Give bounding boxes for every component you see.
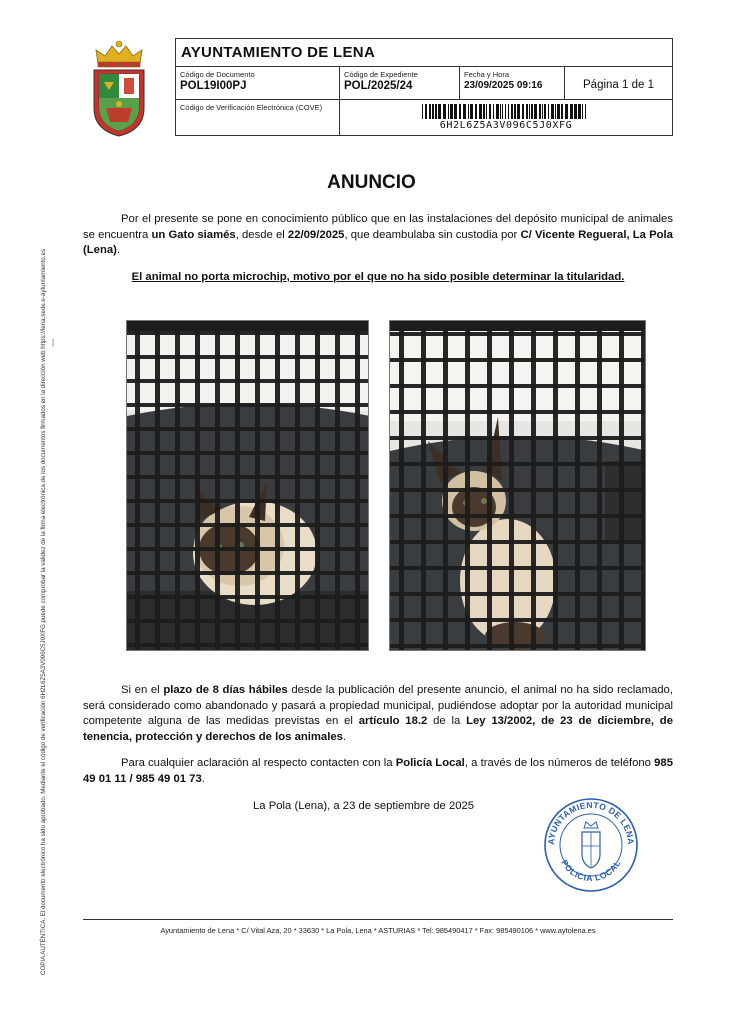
- police-seal-stamp: [542, 796, 640, 894]
- paragraph-deadline: Si en el plazo de 8 días hábiles desde la publicación del presente anuncio, el animal no ha sido reclamado, será considerado como abandonado y pasará a propiedad municipal, pudiéndose adoptar por la autoridad municipal competente alguna de las medidas previstas en el artículo 18.2 de la Ley 13/2002, de 23 de diciembre, de tenencia, protección y derechos de los animales.: [83, 684, 673, 743]
- exp-code-value: POL/2025/24: [344, 80, 413, 92]
- footer-contact: Ayuntamiento de Lena * C/ Vital Aza, 20 * 33630 * La Pola, Lena * ASTURIAS * Tel: 985490417 * Fax: 985490106 * www.aytolena.es: [160, 926, 596, 935]
- barcode-image: [422, 104, 590, 119]
- found-location: C/ Vicente Regueral, La Pola (Lena): [83, 228, 673, 256]
- phone-numbers: 985 49 01 11 / 985 49 01 73: [83, 757, 673, 785]
- footer-divider: [83, 919, 673, 920]
- svg-text:AYUNTAMIENTO DE LENA: AYUNTAMIENTO DE LENA: [545, 799, 637, 846]
- coat-of-arms-logo: [88, 38, 150, 138]
- cat-photo-left: [126, 320, 369, 651]
- svg-text:POLICIA LOCAL: POLICIA LOCAL: [559, 858, 623, 884]
- animal-type: un Gato siamés: [151, 228, 236, 241]
- datetime-value: 23/09/2025 09:16: [464, 80, 543, 91]
- paragraph-contact: Para cualquier aclaración al respecto contacten con la Policía Local, a través de los números de teléfono 985 49 01 11 / 985 49 01 73.: [83, 757, 673, 785]
- page-number: Página 1 de 1: [583, 78, 654, 91]
- side-verification-text: COPIA AUTÉNTICA. El documento electrónico ha sido aprobado. Mediante el código de verificación 6H2L6Z5A3V096C5J0XFG puede comprobar la validez de la firma electrónica de los documentos firmados en la dirección web https://lena.sede.e-aytuntamiento.es: [40, 248, 47, 975]
- cove-code: 6H2L6Z5A3V096C5J0XFG: [439, 120, 573, 131]
- article-reference: artículo 18.2: [358, 715, 428, 727]
- paragraph-intro: Por el presente se pone en conocimiento público que en las instalaciones del depósito municipal de animales se encuentra un Gato siamés, desde el 22/09/2025, que deambulaba sin custodia por C/ Vicente Regueral, La Pola (Lena).: [83, 213, 673, 256]
- page-title: ANUNCIO: [327, 172, 416, 193]
- law-reference: Ley 13/2002, de 23 de diciembre, de tenencia, protección y derechos de los animales: [83, 715, 673, 743]
- police-name: Policía Local: [395, 757, 465, 769]
- deadline-text: plazo de 8 días hábiles: [163, 684, 288, 696]
- signature-date: La Pola (Lena), a 23 de septiembre de 2025: [253, 800, 475, 812]
- doc-code-value: POL19I00PJ: [180, 80, 247, 92]
- found-date: 22/09/2025: [287, 228, 345, 241]
- document-header: [175, 38, 673, 136]
- datetime-label: Fecha y Hora: [464, 70, 510, 79]
- cove-label: Código de Verificación Electrónica (COVE): [180, 103, 323, 112]
- doc-code-label: Código de Documento: [180, 70, 255, 79]
- microchip-notice: El animal no porta microchip, motivo por el que no ha sido posible determinar la titularidad.: [131, 271, 625, 283]
- exp-code-label: Código de Expediente: [344, 70, 418, 79]
- side-mark: |: [52, 338, 55, 347]
- header-title: AYUNTAMIENTO DE LENA: [181, 44, 376, 61]
- cat-photo-right: [389, 320, 646, 651]
